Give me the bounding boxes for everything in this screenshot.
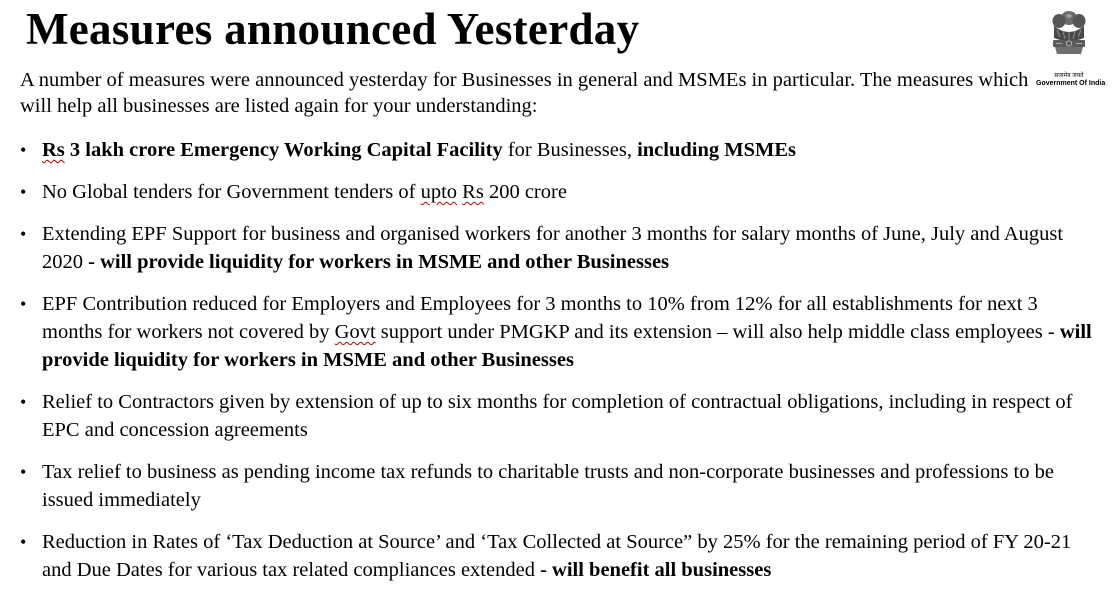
- bullet-bold-text: - will benefit all businesses: [540, 559, 772, 581]
- list-item: [20, 178, 1100, 206]
- bullet-bold-text: including MSMEs: [637, 139, 796, 161]
- bullet-dot: •: [20, 182, 27, 202]
- bullet-text: EPF Contribution reduced for Employers and Employees for 3 months to 10% from 12% for all establishments for next 3 months for workers not covered by: [42, 293, 1038, 343]
- emblem-caption: Government Of India: [1036, 80, 1106, 87]
- bullet-text: Reduction in Rates of ‘Tax Deduction at Source’ and ‘Tax Collected at Source” by 25% for the remaining period of FY 20-21 and Due Dates for various tax related compliances extended: [42, 531, 1072, 581]
- bullet-bold-text: - will provide liquidity for workers in MSME and other Businesses: [88, 251, 670, 273]
- bullet-bold-text: 3 lakh crore Emergency Working Capital Facility: [64, 139, 503, 161]
- spell-flagged-word: Govt: [334, 321, 376, 343]
- bullet-text: support under PMGKP and its extension – will also help middle class employees -: [375, 321, 1060, 343]
- bullet-dot: •: [20, 140, 27, 160]
- bullet-text: 200 crore: [483, 181, 567, 203]
- spell-flagged-word: upto: [420, 181, 458, 203]
- bullet-dot: •: [20, 532, 27, 552]
- intro-paragraph: A number of measures were announced yesterday for Businesses in general and MSMEs in particular. The measures which will help all businesses are listed again for your understanding:: [20, 69, 1029, 117]
- bullet-dot: •: [20, 294, 27, 314]
- bullet-text: Tax relief to business as pending income tax refunds to charitable trusts and non-corporate businesses and professions to be issued immediately: [42, 461, 1054, 511]
- emblem-motto: सत्यमेव जयते: [1054, 73, 1084, 79]
- bullet-dot: •: [20, 224, 27, 244]
- bullet-dot: •: [20, 392, 27, 412]
- bullet-text: Extending EPF Support for business and organised workers for another 3 months for salary months of June, July and August 2020: [42, 223, 1064, 273]
- national-emblem-icon: [1044, 8, 1094, 70]
- list-item: [20, 388, 1100, 444]
- list-item: [20, 136, 1100, 164]
- bullet-bold-text: will provide liquidity for workers in MSME and other Businesses: [42, 321, 1092, 371]
- emblem: [1036, 8, 1106, 88]
- list-item: [20, 220, 1100, 276]
- bullet-text: for Businesses,: [502, 139, 638, 161]
- spell-flagged-word: Rs: [42, 139, 65, 161]
- spell-flagged-word: Rs: [462, 181, 484, 203]
- measures-list: [20, 136, 1100, 598]
- bullet-text: No Global tenders for Government tenders of: [42, 181, 421, 203]
- list-item: [20, 290, 1100, 374]
- bullet-text: Relief to Contractors given by extension of up to six months for completion of contractual obligations, including in respect of EPC and concession agreements: [42, 391, 1073, 441]
- bullet-dot: •: [20, 462, 27, 482]
- list-item: [20, 458, 1100, 514]
- slide-title: Measures announced Yesterday: [26, 4, 640, 54]
- list-item: [20, 528, 1100, 584]
